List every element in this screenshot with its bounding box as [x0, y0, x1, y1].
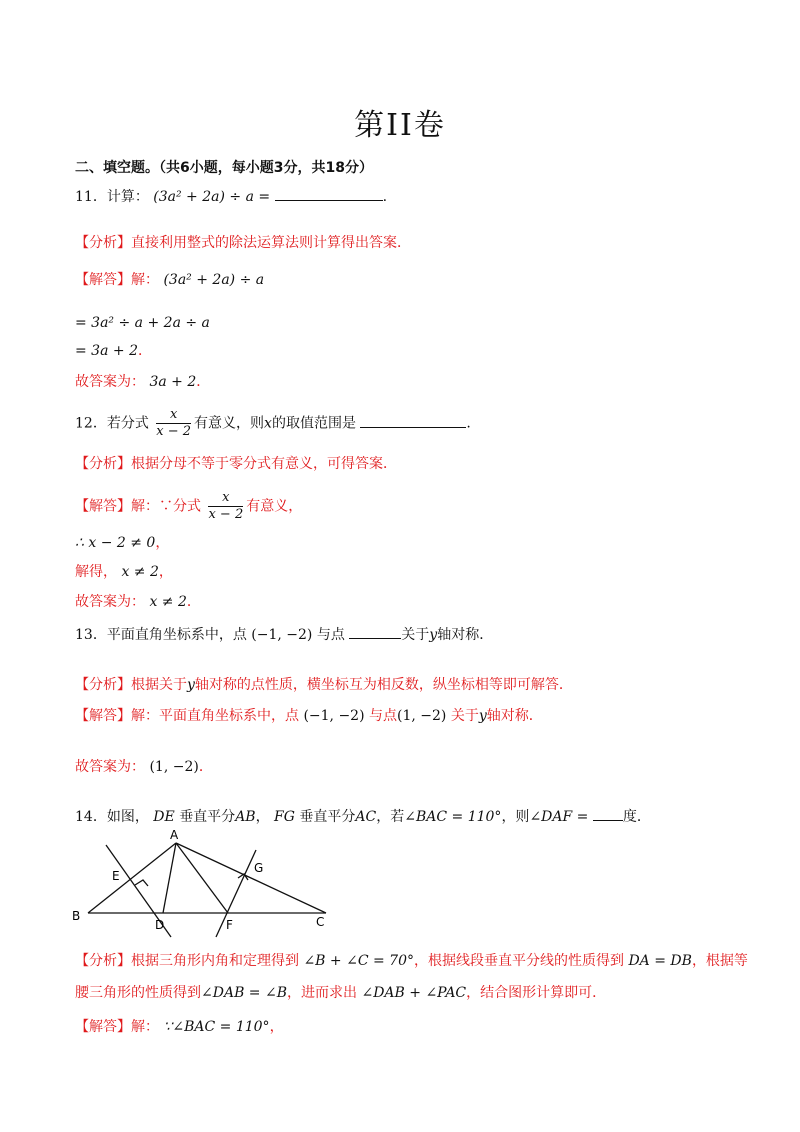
- q12-answer-blank[interactable]: [360, 413, 466, 428]
- solve-label: 解得，: [75, 564, 117, 580]
- q12-step-2: 解得， x ≠ 2，: [75, 564, 173, 580]
- label-f: F: [226, 918, 233, 932]
- q12-fraction: $\frac{x}{x - 2}$: [156, 407, 192, 439]
- asked-angle: ∠DAF =: [529, 809, 589, 825]
- q14-answer-blank[interactable]: [593, 806, 623, 821]
- answer-expression: (3a² + 2a) ÷ a: [163, 272, 265, 288]
- q11-final: 故答案为： 3a + 2．: [75, 374, 211, 390]
- final-answer: x ≠ 2: [149, 594, 187, 610]
- analysis-tag: 【分析】: [75, 456, 131, 472]
- step-expression: ∴ x − 2 ≠ 0: [75, 535, 156, 551]
- q12-step-1: ∴ x − 2 ≠ 0，: [75, 535, 170, 551]
- analysis-tag: 【分析】: [75, 235, 131, 251]
- q14-analysis-line-2: 腰三角形的性质得到∠DAB = ∠B，进而求出 ∠DAB + ∠PAC，结合图形计算即可．: [75, 985, 607, 1001]
- step-expression: = 3a + 2: [75, 343, 138, 359]
- q11-answer: [75, 270, 264, 290]
- q11-prompt: 计算：: [106, 189, 149, 205]
- analysis-text: 直接利用整式的除法运算法则计算得出答案．: [131, 235, 411, 251]
- answer-tag: 【解答】: [75, 272, 131, 288]
- q13-point: (−1, −2): [251, 627, 313, 643]
- q12-answer: 【解答】解：∵分式 $\frac{x}{x - 2}$ 有意义，: [75, 490, 303, 522]
- analysis-text: 根据分母不等于零分式有意义，可得答案．: [131, 456, 397, 472]
- q12-final: 故答案为： x ≠ 2．: [75, 594, 201, 610]
- q13-final: 故答案为： (1, −2)．: [75, 759, 213, 775]
- q12-number: 12．: [75, 415, 107, 432]
- q13-analysis: 【分析】根据关于y轴对称的点性质，横坐标互为相反数，纵坐标相等即可解答．: [75, 677, 573, 693]
- question-12: 12．若分式 $\frac{x}{x - 2}$ 有意义，则x的取值范围是 .: [75, 407, 471, 439]
- final-label: 故答案为：: [75, 594, 145, 610]
- segment-af: [176, 843, 228, 913]
- q14-number: 14．: [75, 809, 107, 825]
- q12-analysis: [75, 454, 397, 474]
- q11-number: 11．: [75, 189, 107, 205]
- segment-ac: [176, 843, 326, 913]
- q12-answer-fraction: $\frac{x}{x - 2}$: [208, 490, 244, 522]
- q14-analysis-line-1: 【分析】根据三角形内角和定理得到 ∠B + ∠C = 70°，根据线段垂直平分线的性质得到 DA = DB，根据等: [75, 953, 748, 969]
- answer-tag: 【解答】: [75, 708, 131, 724]
- q11-analysis: [75, 233, 411, 253]
- answer-lead: 解：∵分式: [131, 498, 201, 515]
- q11-step-2: = 3a + 2．: [75, 343, 152, 359]
- final-answer: (1, −2): [149, 759, 199, 775]
- q13-answer: 【解答】解：平面直角坐标系中，点 (−1, −2) 与点(1, −2) 关于y轴对称．: [75, 708, 543, 724]
- segment-ad: [163, 843, 176, 913]
- question-14: 14．如图， DE 垂直平分AB， FG 垂直平分AC，若∠BAC = 110°，则∠DAF = 度．: [75, 806, 651, 827]
- q13-number: 13．: [75, 627, 107, 643]
- analysis-tag: 【分析】: [75, 953, 131, 969]
- final-label: 故答案为：: [75, 759, 145, 775]
- question-11: 11．计算： (3a² + 2a) ÷ a = .: [75, 186, 387, 207]
- step-expression: x ≠ 2: [121, 564, 159, 580]
- label-c: C: [316, 915, 325, 929]
- question-13: 13．平面直角坐标系中，点 (−1, −2) 与点 关于y轴对称．: [75, 624, 493, 645]
- given-angle: ∠BAC = 110°: [404, 809, 502, 825]
- answer-lead: 解：: [131, 272, 159, 288]
- analysis-tag: 【分析】: [75, 677, 131, 693]
- answer-tag: 【解答】: [75, 1019, 131, 1035]
- segment-ab: [88, 843, 176, 913]
- q12-prompt: 若分式: [106, 415, 149, 432]
- label-d: D: [155, 918, 165, 932]
- triangle-figure: [70, 828, 340, 940]
- section-header: 二、填空题。（共6小题，每小题3分，共18分）: [75, 160, 373, 176]
- perpendicular-fg: [216, 850, 256, 937]
- answer-tag: 【解答】: [75, 498, 131, 515]
- label-b: B: [72, 909, 81, 923]
- final-label: 故答案为：: [75, 374, 145, 390]
- final-answer: 3a + 2: [149, 374, 197, 390]
- label-g: G: [254, 861, 264, 875]
- q13-answer-blank[interactable]: [349, 624, 401, 639]
- q11-answer-blank[interactable]: [275, 186, 383, 201]
- label-a: A: [170, 828, 179, 842]
- q11-expression: (3a² + 2a) ÷ a =: [153, 189, 271, 205]
- label-e: E: [112, 869, 120, 883]
- q11-step-1: = 3a² ÷ a + 2a ÷ a: [75, 315, 210, 331]
- q14-answer: 【解答】解： ∵∠BAC = 110°，: [75, 1019, 284, 1035]
- page-title: 第II卷: [354, 108, 446, 143]
- right-angle-e: [135, 880, 148, 886]
